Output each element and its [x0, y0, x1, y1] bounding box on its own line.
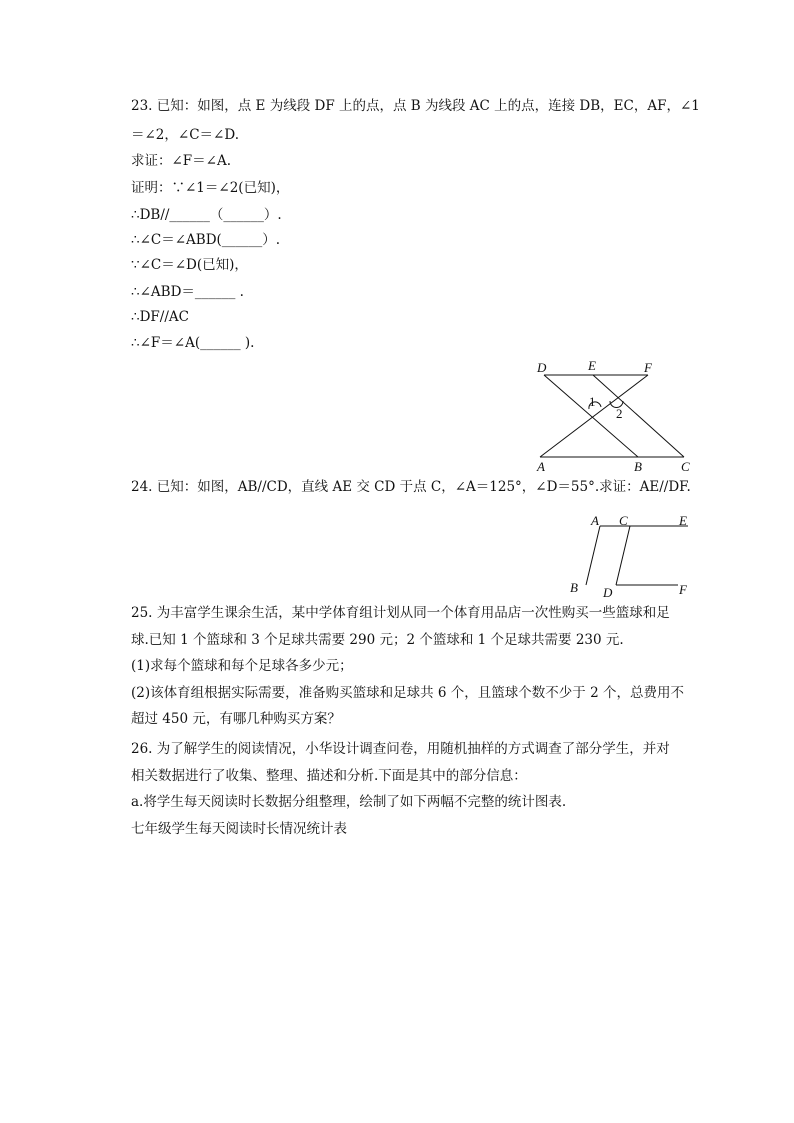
q25-line2: 球.已知 1 个篮球和 3 个足球共需要 290 元；2 个篮球和 1 个足球共需要 230 元. — [131, 632, 624, 648]
q23-line9: ∴DF//AC — [131, 309, 189, 325]
label-angle-1: 1 — [589, 394, 596, 409]
label-e: E — [588, 358, 596, 373]
q23-line7: ∵∠C＝∠D(已知)， — [131, 257, 248, 273]
q23-line5: ∴DB//______（______）. — [131, 207, 282, 223]
q26-line2: 相关数据进行了收集、整理、描述和分析.下面是其中的部分信息： — [131, 768, 527, 784]
segment-ab — [586, 526, 600, 585]
segment-ec — [593, 375, 684, 457]
segment-af — [540, 375, 648, 457]
label-a: A — [591, 513, 599, 528]
label-angle-2: 2 — [616, 406, 623, 421]
q25-line5: 超过 450 元，有哪几种购买方案？ — [131, 711, 341, 727]
label-b: B — [570, 580, 578, 595]
q25-line4: (2)该体育组根据实际需要，准备购买篮球和足球共 6 个，且篮球个数不少于 2 个，总费用不 — [131, 685, 684, 701]
q23-line3: 求证：∠F＝∠A. — [131, 153, 232, 169]
q23-line10: ∴∠F＝∠A(______ ). — [131, 335, 255, 351]
q26-line1: 26. 为了解学生的阅读情况，小华设计调查问卷，用随机抽样的方式调查了部分学生，并对 — [131, 741, 670, 757]
q23-line1: 23. 已知：如图，点 E 为线段 DF 上的点，点 B 为线段 AC 上的点，连接 DB，EC，AF，∠1 — [131, 98, 700, 114]
segment-db — [544, 375, 638, 457]
q25-line1: 25. 为丰富学生课余生活，某中学体育组计划从同一个体育用品店一次性购买一些篮球和足 — [131, 605, 670, 621]
label-a: A — [537, 459, 545, 474]
label-e: E — [679, 513, 687, 528]
label-d: D — [537, 360, 547, 375]
label-c: C — [681, 459, 690, 474]
q23-line2: ＝∠2，∠C＝∠D. — [131, 127, 239, 143]
label-d: D — [603, 585, 613, 600]
label-c: C — [619, 513, 628, 528]
label-f: F — [679, 582, 687, 597]
q23-line4: 证明：∵∠1＝∠2(已知)， — [131, 180, 290, 196]
q23-line6: ∴∠C＝∠ABD(______）. — [131, 232, 281, 248]
q24-figure — [560, 505, 700, 600]
label-f: F — [644, 360, 652, 375]
q24-line1: 24. 已知：如图，AB//CD，直线 AE 交 CD 于点 C，∠A＝125°，∠D＝55°.求证：AE//DF. — [131, 479, 691, 495]
q26-line3: a.将学生每天阅读时长数据分组整理，绘制了如下两幅不完整的统计图表. — [131, 794, 567, 810]
q23-figure — [530, 356, 700, 476]
q25-line3: (1)求每个篮球和每个足球各多少元； — [131, 658, 353, 674]
label-b: B — [634, 459, 642, 474]
q26-line4: 七年级学生每天阅读时长情况统计表 — [131, 821, 347, 837]
q23-line8: ∴∠ABD＝______ . — [131, 284, 244, 300]
segment-cd — [616, 526, 630, 585]
